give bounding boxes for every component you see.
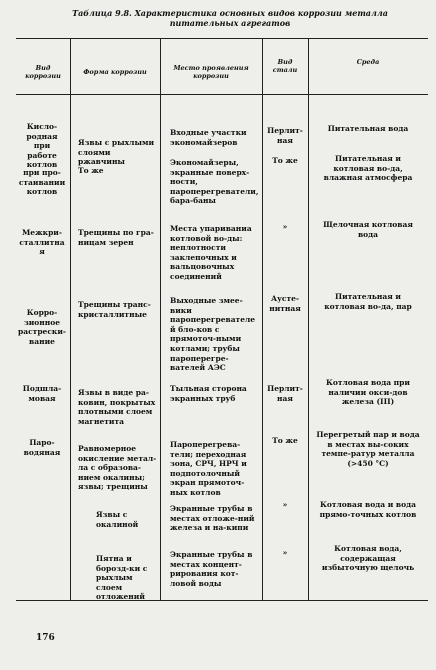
column-divider-3	[262, 38, 263, 600]
row2-medium: Питательная и котловая во-да, влажная атмосфера	[323, 154, 413, 183]
table-title-line2: питательных агрегатов	[169, 18, 291, 28]
table-title	[40, 8, 420, 28]
row4-form: Трещины транс-кристаллитные	[78, 300, 151, 319]
row8-place: Экранные трубы в местах концент-рирования кот-ловой воды	[170, 550, 253, 588]
header-medium: Среда	[356, 58, 380, 66]
header-form: Форма коррозии	[83, 68, 147, 76]
row7-form: Язвы с окалиной	[96, 510, 139, 529]
row4-kind: Корро-зионное растрески-вание	[18, 308, 66, 346]
row3-kind: Межкри-сталлитная	[19, 228, 65, 257]
row8-form: Пятна и борозд-ки с рыхлым слоем отложений	[96, 554, 148, 602]
row6-steel: То же	[272, 436, 298, 445]
column-divider-1	[70, 38, 71, 600]
row4-medium: Питательная и котловая во-да, пар	[324, 292, 412, 311]
row5-medium: Котловая вода при наличии окси-дов железа (III)	[326, 378, 410, 407]
header-steel: Вид стали	[272, 58, 298, 74]
table-bottom-rule	[16, 600, 428, 601]
row3-medium: Щелочная котловая вода	[323, 220, 413, 239]
page-number: 176	[36, 633, 55, 643]
row4-place: Выходные змее-вики пароперегревателей бло-ков с прямоточ-ными котлами; трубы пароперегре-вателей АЭС	[170, 296, 256, 373]
header-kind: Вид коррозии	[25, 64, 61, 80]
row2-form: То же	[78, 166, 104, 175]
row3-form: Трещины по гра-ницам зерен	[78, 228, 154, 247]
table-top-rule	[16, 38, 428, 39]
row5-steel: Перлит-ная	[267, 384, 303, 403]
row7-steel: »	[282, 500, 288, 509]
row8-medium: Котловая вода, содержащая избыточную щелочь	[321, 544, 415, 573]
row1-form: Язвы с рыхлыми слоями ржавчины	[78, 138, 155, 167]
row4-steel: Аусте-нитная	[269, 294, 301, 313]
row5-kind: Подшла-мовая	[22, 384, 62, 403]
row8-steel: »	[282, 548, 288, 557]
row1-medium: Питательная вода	[327, 124, 409, 133]
row3-place: Места упариваниа котловой во-ды: неплотности заклепочных и вальцовочных соединений	[170, 224, 252, 281]
row1-place: Входные участки экономайзеров	[170, 128, 247, 147]
row2-place: Экономайзеры, экранные поверх-ности, пароперегреватели, бара-баны	[170, 158, 259, 206]
row3-steel: »	[282, 222, 288, 231]
table-title-line1: Таблица 9.8. Характеристика основных видов коррозии металла	[72, 8, 388, 18]
column-divider-4	[308, 38, 309, 600]
row6-medium: Перегретый пар и вода в местах вы-соких темпе-ратур металла (>450 °С)	[316, 430, 420, 468]
row5-place: Тыльная сторона экранных труб	[170, 384, 247, 403]
row7-place: Экранные трубы в местах отложе-ний железа и на-кипи	[170, 504, 255, 533]
header-bottom-rule	[16, 94, 428, 95]
column-divider-2	[160, 38, 161, 600]
row1-steel: Перлит-ная	[267, 126, 303, 145]
row1-kind: Кисло-родная при работе котлов	[26, 122, 58, 170]
row6-place: Пароперегрева-тели; переходная зона, СРЧ, НРЧ и подпотолочный экран прямоточ-ных котлов	[170, 440, 247, 497]
row6-kind: Паро-водяная	[23, 438, 61, 457]
row5-form: Язвы в виде ра-ковин, покрытых плотными слоем магнетита	[78, 388, 156, 426]
row2-steel: То же	[272, 156, 298, 165]
row7-medium: Котловая вода и вода прямо-точных котлов	[319, 500, 417, 519]
header-place: Место проявления коррозии	[173, 64, 249, 80]
row2-kind: при про-стаивании котлов	[18, 168, 66, 197]
row6-form: Равномерное окисление метал-ла с образова-нием окалины; язвы; трещины	[78, 444, 157, 492]
